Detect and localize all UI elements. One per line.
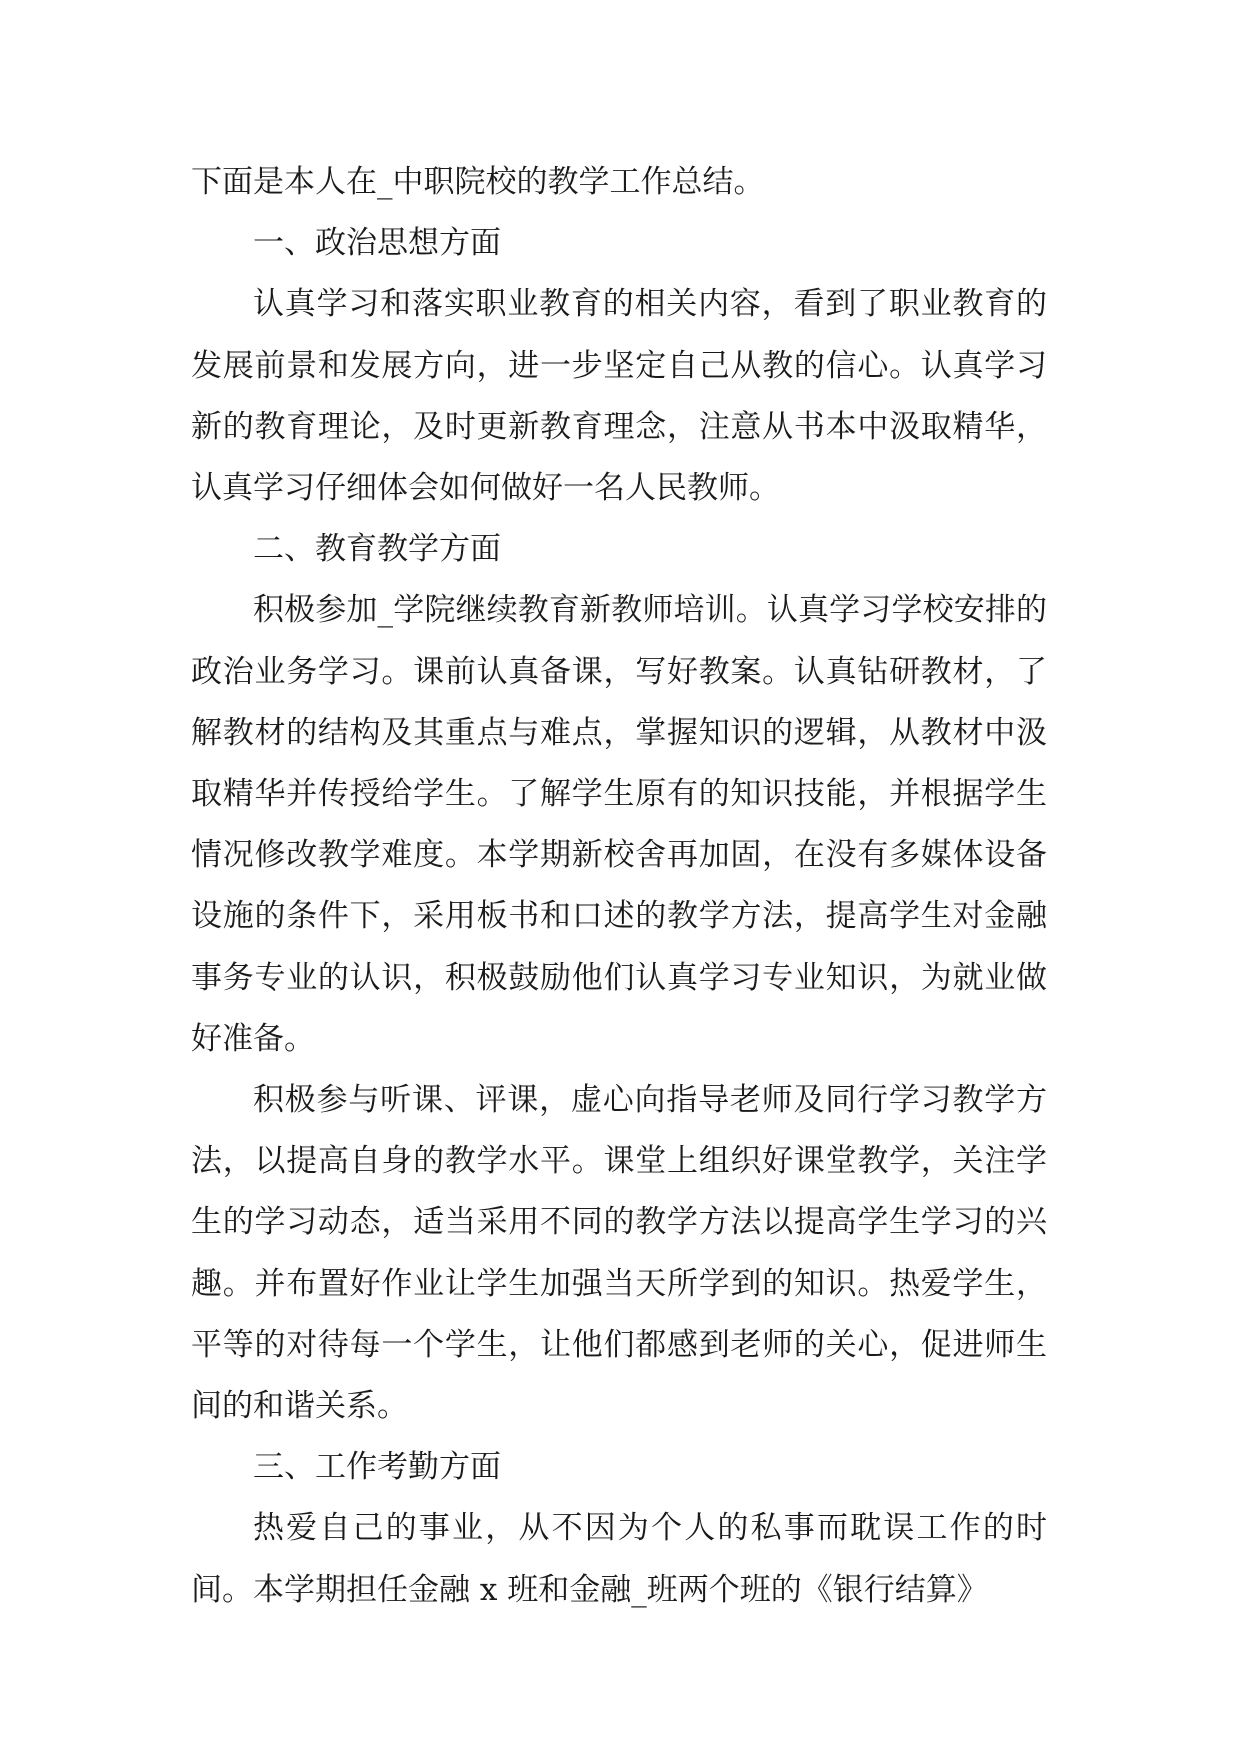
politics-paragraph: 认真学习和落实职业教育的相关内容，看到了职业教育的发展前景和发展方向，进一步坚定自己从教的信心。认真学习新的教育理论，及时更新教育理念，注意从书本中汲取精华，认真学习仔细体会如何做好一名人民教师。 <box>191 286 1047 507</box>
section-heading-attendance: 三、工作考勤方面 <box>253 1449 501 1486</box>
attendance-paragraph: 热爱自己的事业，从不因为个人的私事而耽误工作的时间。本学期担任金融 x 班和金融_班两个班的《银行结算》 <box>191 1510 1047 1608</box>
intro-paragraph: 下面是本人在_中职院校的教学工作总结。 <box>191 164 765 200</box>
section-heading-teaching: 二、教育教学方面 <box>253 531 501 568</box>
teaching-paragraph-2: 积极参与听课、评课，虚心向指导老师及同行学习教学方法，以提高自身的教学水平。课堂上组织好课堂教学，关注学生的学习动态，适当采用不同的教学方法以提高学生学习的兴趣。并布置好作业让学生加强当天所学到的知识。热爱学生，平等的对待每一个学生，让他们都感到老师的关心，促进师生间的和谐关系。 <box>191 1082 1047 1425</box>
section-heading-politics: 一、政治思想方面 <box>253 225 501 262</box>
document-page <box>191 152 1047 1621</box>
teaching-paragraph-1: 积极参加_学院继续教育新教师培训。认真学习学校安排的政治业务学习。课前认真备课，写好教案。认真钻研教材，了解教材的结构及其重点与难点，掌握知识的逻辑，从教材中汲取精华并传授给学生。了解学生原有的知识技能，并根据学生情况修改教学难度。本学期新校舍再加固，在没有多媒体设备设施的条件下，采用板书和口述的教学方法，提高学生对金融事务专业的认识，积极鼓励他们认真学习专业知识，为就业做好准备。 <box>191 592 1047 1057</box>
